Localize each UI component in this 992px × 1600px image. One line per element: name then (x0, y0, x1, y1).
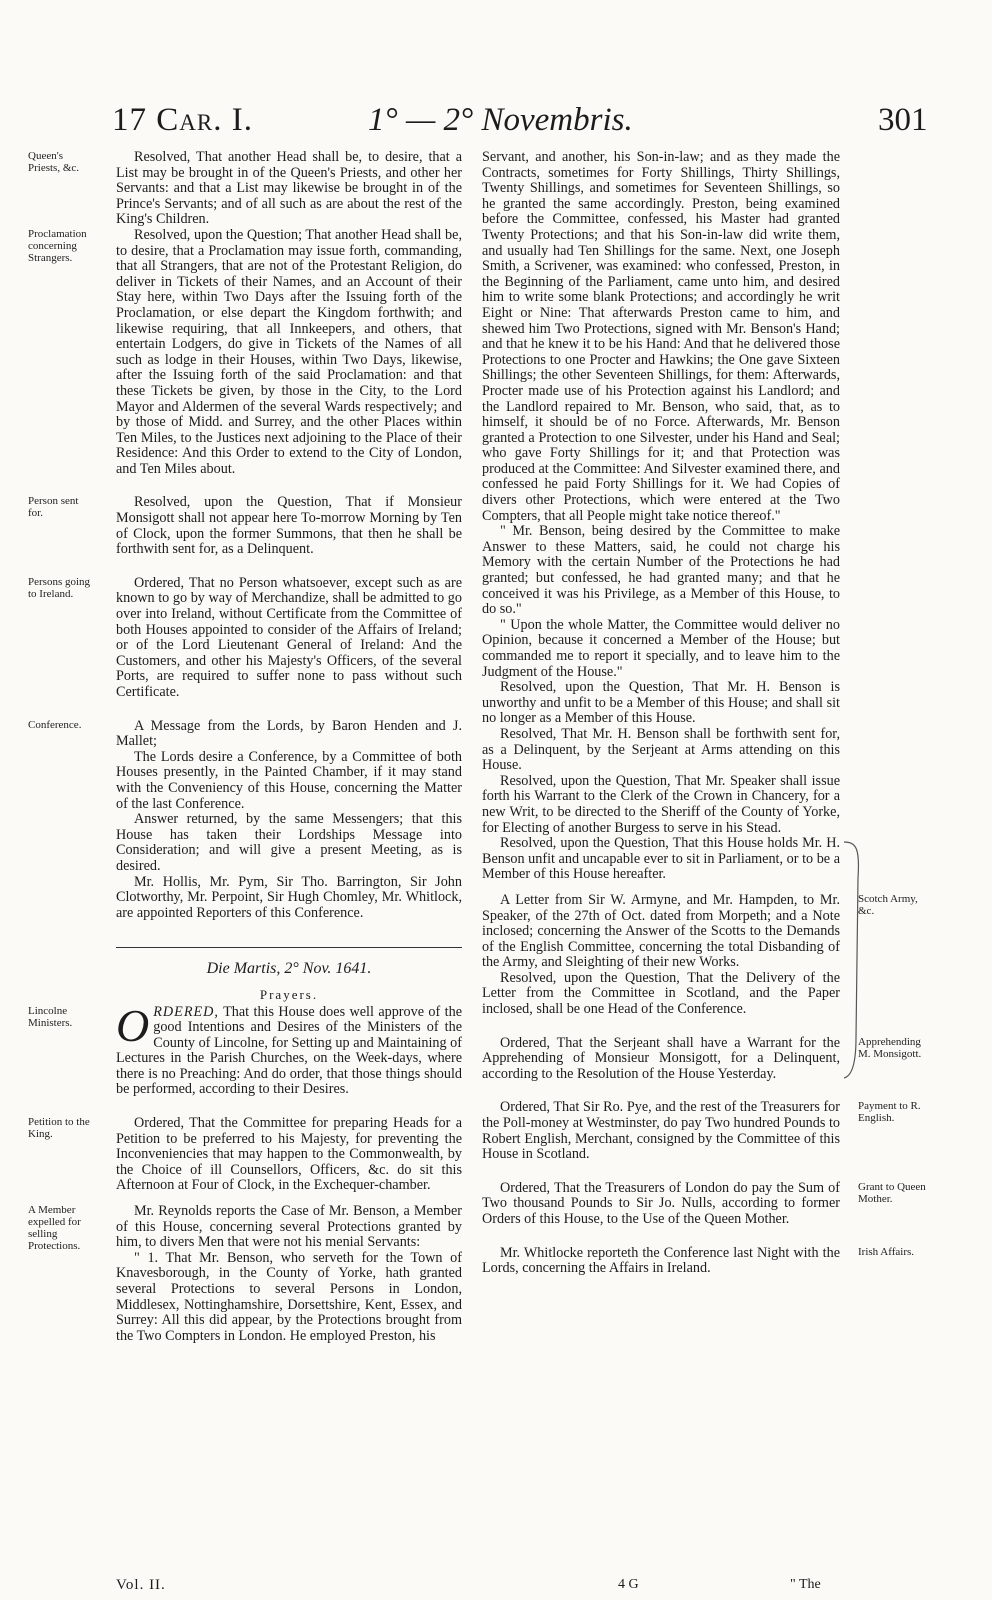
entry-lincolne-ministers (28, 999, 462, 1099)
left-column (28, 149, 462, 1344)
entry-member-expelled (28, 1203, 462, 1344)
entry-text: " 1. That Mr. Benson, who serveth for the Town of Knavesborough, in the County of Yorke, hath granted several Protections to several Persons in London, Middlesex, Nottinghamshire, Dorsettshire, Kent, Essex, and Surrey: All this did appear, by the Protections brought from the Two Compters in London. He employed Preston, his (116, 1249, 462, 1344)
entry-text: Resolved, That Mr. H. Benson shall be forthwith sent for, as a Delinquent, by the Serjeant at Arms attending on this House. (482, 725, 840, 774)
entry-irish-affairs (482, 1244, 915, 1277)
entry-persons-going-ireland (28, 574, 462, 701)
entry-text: Mr. Whitlocke reporteth the Conference last Night with the Lords, concerning the Affairs in Ireland. (482, 1244, 840, 1277)
entry-text: Mr. Reynolds reports the Case of Mr. Benson, a Member of this House, concerning several Protections granted by him, to divers Men that were not his menial Servants: (116, 1203, 462, 1251)
entry-text: " Upon the whole Matter, the Committee would deliver no Opinion, because it concerned a Member of the House; but commanded me to report it specially, and to leave him to the Judgment of the House." (482, 616, 840, 680)
margin-note: Scotch Army, &c. (858, 892, 918, 917)
entry-text: Ordered, That the Serjeant shall have a Warrant for the Apprehending of Monsieur Monsigott, for a Delinquent, according to the Resolution of the House Yesterday. (482, 1034, 840, 1082)
prayers-heading: Prayers. (259, 986, 319, 1002)
margin-note: Grant to Queen Mother. (858, 1180, 926, 1205)
margin-note: Proclamation concerning Strangers. (28, 227, 87, 264)
heading-rule (116, 947, 462, 948)
margin-note: A Member expelled for selling Protections. (28, 1204, 81, 1253)
entry-person-sent-for (28, 494, 462, 558)
entry-text: Ordered, That no Person whatsoever, except such as are known to go by way of Merchandize, shall be admitted to go over into Ireland, without Certificate from the Committee of both Houses appointed to consider of the Affairs of Ireland; or of the Lord Lieutenant General of Ireland: And the Customers, and other his Majesty's Officers, of the several Ports, are required to suffer none to pass without such Certificate. (116, 574, 462, 700)
entry-text: Ordered, That the Committee for preparing Heads for a Petition to be preferred to his Majesty, for preventing the Inconveniencies that may happen to the Commonwealth, by the Choice of ill Counsellors, Officers, &c. do sit this Afternoon at Four of Clock, in the Exchequer-chamber. (116, 1115, 462, 1194)
margin-note: Persons going to Ireland. (28, 575, 91, 600)
margin-note: Queen's Priests, &c. (28, 150, 80, 174)
entry-queens-priests (28, 149, 462, 228)
volume-number: Vol. II. (116, 1577, 166, 1593)
signature-mark: 4 G (618, 1577, 639, 1592)
entry-grant-queen-mother (482, 1179, 926, 1228)
margin-note: Person sent for. (28, 495, 79, 520)
margin-note: Payment to R. English. (858, 1100, 921, 1125)
drop-initial: O (116, 999, 150, 1051)
entry-text: Resolved, upon the Question, That Mr. Speaker shall issue forth his Warrant to the Clerk of the Crown in Chancery, for a new Writ, to be directed to the Sheriff of the County of Yorke, for Electing of another Burgess to serve in his Stead. (482, 772, 840, 836)
day-heading (116, 947, 462, 987)
entry-text: Servant, and another, his Son-in-law; and as they made the Contracts, sometimes for Forty Shillings, Thirty Shillings, Twenty Shillings, and sometimes for Seventeen Shillings, so he granted the same accordingly. Preston, being examined before the Committee, confessed, his Master had granted Twenty Protections; and that his Son-in-law did write them, and usually had Ten Shillings for the same. Next, one Joseph Smith, a Scrivener, was examined: who confessed, Preston, in the Beginning of the Parliament, came unto him, and desired him to write some blank Protections; and accordingly he writ Eight or Nine: That afterwards Preston came to him, and shewed him Two Protections, signed with Mr. Benson's Hand; and that he knew it to be his Hand: And that he delivered those Protections to one Procter and Hawkins; the One gave Sixteen Shillings; the other Seventeen Shillings, for them: Afterwards, Procter made use of his Protection against his Landlord; and the Landlord repaired to Mr. Benson, who said, that, as to himself, it should be of no Force. Afterwards, Mr. Benson granted a Protection to one Silvester, under his Hand and Seal; who gave Forty Shillings for it; and that Protection was produced at the Committee: And Silvester examined there, and confessed he paid Forty Shillings for it. We had Copies of divers other Protections, which were entered at the Two Compters, that all People might take notice thereof." (482, 149, 840, 524)
entry-text: Resolved, upon the Question, That if Monsieur Monsigott shall not appear here To-morrow Morning by Ten of Clock, upon the former Summons, that then he shall be forthwith sent for, as a Delinquent. (116, 494, 462, 558)
entry-text: Ordered, That the Treasurers of London do pay the Sum of Two thousand Pounds to Sir Jo. Nulls, according to former Orders of this House, to the Use of the Queen Mother. (482, 1179, 840, 1227)
entry-text: Answer returned, by the same Messengers; that this House has taken their Lordships Message into Consideration; and will give a present Meeting, as is desired. (116, 811, 462, 874)
entry-payment-english (482, 1099, 921, 1163)
entry-text: A Letter from Sir W. Armyne, and Mr. Hampden, to Mr. Speaker, of the 27th of Oct. dated from Morpeth; and a Note inclosed; concerning the Answer of the Scotts to the Demands of the English Committee, concerning the total Disbanding of the Army, and Sleighting of their new Works. (482, 891, 840, 971)
entry-text: Mr. Hollis, Mr. Pym, Sir Tho. Barrington, Sir John Clotworthy, Mr. Perpoint, Sir Hugh Chomley, Mr. Whitlock, are appointed Reporters of this Conference. (116, 873, 462, 921)
smallcaps-word: RDERED, (153, 1003, 219, 1020)
entry-text: Resolved, upon the Question; That another Head shall be, to desire, that a Proclamation may issue forth, commanding, that all Strangers, that are not of the Protestant Religion, do deliver in Tickets of their Names, and an Account of their Stay here, within Two Days after the Issuing forth of the Proclamation, or else depart the Kingdom forthwith; and likewise requiring, that all Innkeepers, and others, that entertain Lodgers, do give in Tickets of the Names of all such as lodge in their Houses, within Two Days, likewise, after the Issuing forth of the said Proclamation: and that these Tickets be given, by those in the City, to the Lord Mayor and Aldermen of the several Wards respectively; and by those of Midd. and Surrey, and the other Places within Ten Miles, to the Justices next adjoining to the Place of their Residence: And this Order to extend to the City of London, and Ten Miles about. (116, 226, 462, 477)
entry-body: That this House does well approve of the good Intentions and Desires of the Ministers of the County of Lincolne, for Setting up and Maintaining of Lectures in the Parish Churches, on the Week-days, where there is no Preaching: And do order, that those things should be performed, according to their Desires. (116, 1003, 462, 1098)
margin-note: Lincolne Ministers. (28, 1004, 73, 1029)
entry-apprehending-monsigott (482, 1034, 922, 1083)
day-heading-text: Die Martis, 2° Nov. 1641. (206, 960, 372, 978)
entry-scotch-army (482, 891, 918, 971)
running-head-date: 1° — 2° Novembris. (368, 102, 633, 138)
entry-conference (28, 717, 462, 922)
entry-text (116, 999, 462, 1099)
entry-proclamation-strangers (28, 226, 462, 478)
right-column (482, 149, 926, 1277)
margin-note: Irish Affairs. (858, 1245, 915, 1258)
entry-text: Resolved, upon the Question, That this House holds Mr. H. Benson unfit and uncapable ever to sit in Parliament, or to be a Member of this House hereafter. (482, 835, 840, 883)
entry-text: The Lords desire a Conference, by a Committee of both Houses presently, in the Painted Chamber, if it may stand with the Conveniency of this House, concerning the Matter of the last Conference. (116, 748, 462, 812)
catchword: " The (790, 1577, 821, 1592)
entry-petition-to-king (28, 1115, 462, 1194)
entry-text: " Mr. Benson, being desired by the Committee to make Answer to these Matters, said, he could not charge his Memory with the certain Number of the Protections he had granted; but confessed, he had granted many; and that he conceived it was his Privilege, as a Member of this House, to do so." (482, 523, 840, 618)
margin-note: Conference. (28, 718, 82, 731)
running-head-regnal-year: 17 Car. I. (112, 102, 253, 138)
entry-text: A Message from the Lords, by Baron Henden and J. Mallet; (116, 717, 462, 750)
page-number: 301 (878, 102, 928, 138)
margin-note: Apprehending M. Monsigott. (858, 1035, 922, 1060)
margin-note: Petition to the King. (28, 1116, 90, 1141)
entry-text: Ordered, That Sir Ro. Pye, and the rest of the Treasurers for the Poll-money at Westminster, do pay Two hundred Pounds to Robert English, Merchant, consigned by the Committee of this House in Scotland. (482, 1099, 840, 1163)
handwritten-bracket-mark (842, 838, 866, 1082)
entry-text: Resolved, upon the Question, That the Delivery of the Letter from the Committee in Scotland, and the Paper inclosed, shall be one Head of the Conference. (482, 969, 840, 1018)
entry-text: Resolved, upon the Question, That Mr. H. Benson is unworthy and unfit to be a Member of this House; and shall sit no longer as a Member of this House. (482, 679, 840, 727)
entry-text: Resolved, That another Head shall be, to desire, that a List may be brought in of the Queen's Priests, and other her Servants: and that a List may likewise be brought in of the Prince's Servants; and of all such as are about the rest of the King's Children. (116, 149, 462, 228)
